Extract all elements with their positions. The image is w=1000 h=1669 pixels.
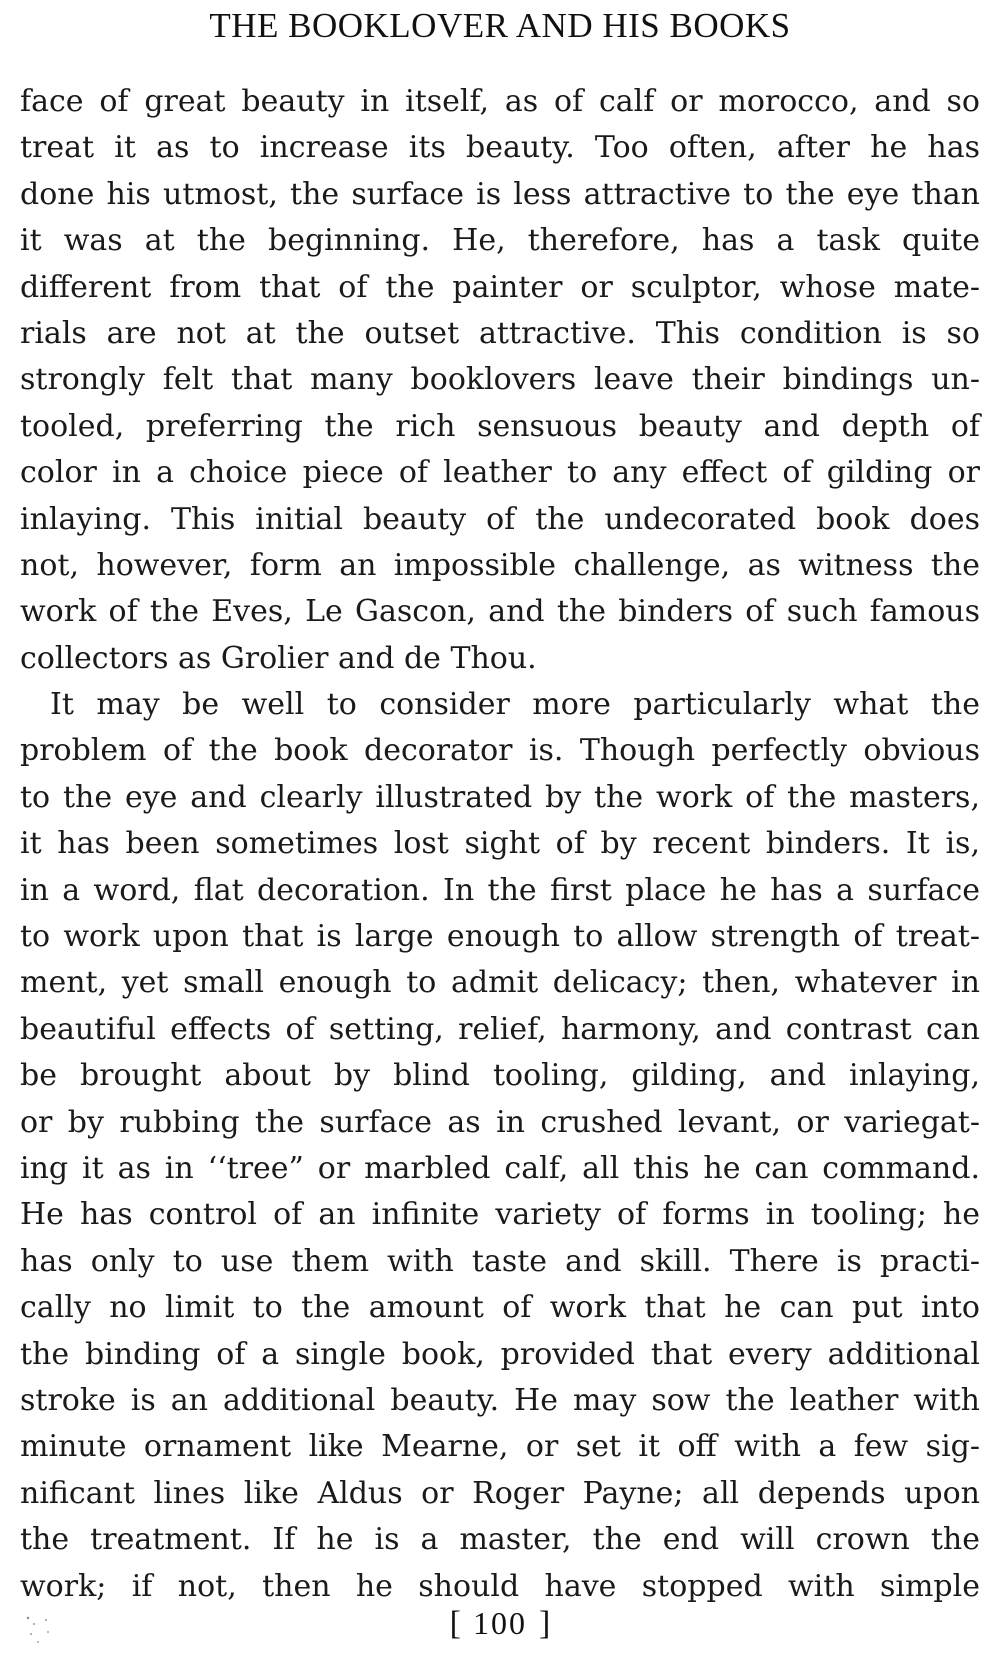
text-line: inlaying. This initial beauty of the undecorated book does [20,501,980,537]
text-line: not, however, form an impossible challenge, as witness the [20,547,980,583]
text-line: strongly felt that many booklovers leave their bindings un- [20,362,980,398]
text-line: ing it as in ‘‘tree” or marbled calf, all this he can command. [20,1150,980,1186]
text-line: the treatment. If he is a master, the end will crown the [20,1522,980,1558]
text-line-paragraph-end: collectors as Grolier and de Thou. [20,640,537,676]
text-line: problem of the book decorator is. Though perfectly obvious [20,733,980,769]
text-line: beautiful effects of setting, relief, harmony, and contrast can [20,1011,980,1047]
running-head: THE BOOKLOVER AND HIS BOOKS [209,6,791,45]
text-line: to the eye and clearly illustrated by the work of the masters, [20,779,980,815]
folio-close-bracket: ] [539,1605,551,1642]
text-line: has only to use them with taste and skill. There is practi- [20,1243,980,1279]
text-line: treat it as to increase its beauty. Too often, after he has [20,130,980,166]
text-line: color in a choice piece of leather to any effect of gilding or [20,455,980,491]
folio-open-bracket: [ [449,1605,461,1642]
text-line: to work upon that is large enough to allow strength of treat- [20,919,980,955]
text-line: nificant lines like Aldus or Roger Payne; all depends upon [20,1475,980,1511]
text-line-paragraph-start: It may be well to consider more particularly what the [50,687,980,723]
text-line: in a word, flat decoration. In the first place he has a surface [20,872,980,908]
text-line: different from that of the painter or sculptor, whose mate- [20,269,980,305]
text-line: be brought about by blind tooling, gilding, and inlaying, [20,1058,980,1094]
page-number [0,1605,1000,1643]
text-line: the binding of a single book, provided that every additional [20,1336,980,1372]
text-line: it was at the beginning. He, therefore, has a task quite [20,223,980,259]
folio-number: 100 [473,1605,527,1641]
text-line: minute ornament like Mearne, or set it off with a few sig- [20,1429,980,1465]
text-line: rials are not at the outset attractive. This condition is so [20,315,980,351]
text-line: work of the Eves, Le Gascon, and the binders of such famous [20,594,980,630]
text-line: He has control of an infinite variety of forms in tooling; he [20,1197,980,1233]
text-line: stroke is an additional beauty. He may sow the leather with [20,1382,980,1418]
text-line: cally no limit to the amount of work that he can put into [20,1290,980,1326]
text-line: or by rubbing the surface as in crushed levant, or variegat- [20,1104,980,1140]
body-text [20,79,980,1610]
text-line: tooled, preferring the rich sensuous beauty and depth of [20,408,980,444]
text-line: face of great beauty in itself, as of calf or morocco, and so [20,84,980,119]
text-line: it has been sometimes lost sight of by recent binders. It is, [20,826,980,862]
text-line: ment, yet small enough to admit delicacy; then, whatever in [20,965,980,1001]
text-line: work; if not, then he should have stopped with simple [20,1568,980,1604]
text-line: done his utmost, the surface is less attractive to the eye than [20,176,980,212]
